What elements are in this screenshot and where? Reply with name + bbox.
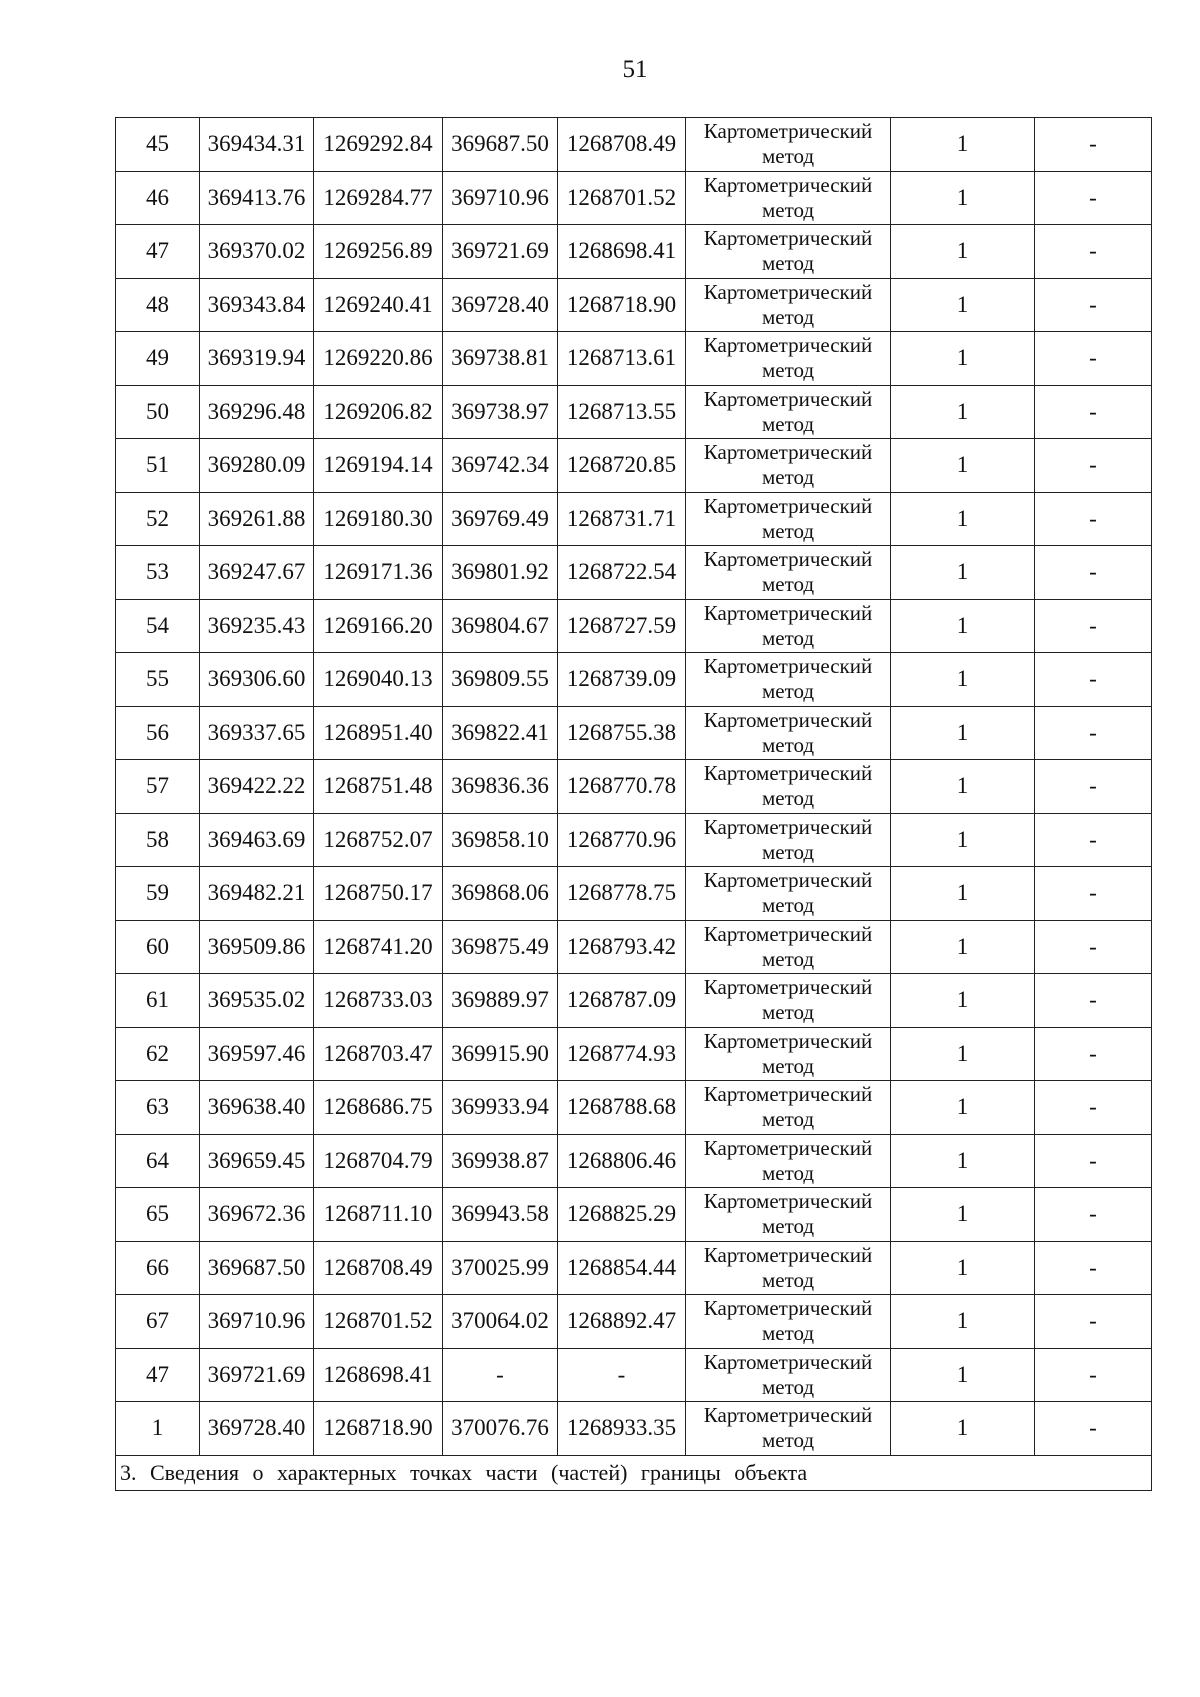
y-coordinate-new-cell: 1268806.46 (558, 1134, 686, 1188)
x-coordinate-cell: 369370.02 (200, 225, 314, 279)
table-row (116, 1134, 1152, 1188)
y-coordinate-cell: 1269256.89 (314, 225, 443, 279)
y-coordinate-new-cell: 1268892.47 (558, 1295, 686, 1349)
y-coordinate-new-cell: 1268854.44 (558, 1241, 686, 1295)
x-coordinate-cell: 369728.40 (200, 1402, 314, 1456)
y-coordinate-cell: 1269220.86 (314, 332, 443, 386)
x-coordinate-cell: 369535.02 (200, 974, 314, 1028)
accuracy-cell: 1 (891, 1188, 1035, 1242)
y-coordinate-cell: 1268703.47 (314, 1027, 443, 1081)
table-row (116, 332, 1152, 386)
x-coordinate-cell: 369710.96 (200, 1295, 314, 1349)
point-number-cell: 52 (116, 492, 200, 546)
accuracy-cell: 1 (891, 920, 1035, 974)
point-number-cell: 48 (116, 278, 200, 332)
accuracy-cell: 1 (891, 385, 1035, 439)
x-coordinate-new-cell: 369738.97 (443, 385, 558, 439)
note-cell: - (1035, 492, 1152, 546)
page-number: 51 (622, 56, 648, 83)
y-coordinate-cell: 1268951.40 (314, 706, 443, 760)
x-coordinate-new-cell: 369687.50 (443, 118, 558, 172)
method-cell: Картометрический метод (686, 385, 891, 439)
y-coordinate-new-cell: 1268713.61 (558, 332, 686, 386)
x-coordinate-cell: 369482.21 (200, 867, 314, 921)
section-footer-row (116, 1455, 1152, 1490)
point-number-cell: 51 (116, 439, 200, 493)
method-cell: Картометрический метод (686, 599, 891, 653)
point-number-cell: 49 (116, 332, 200, 386)
table-row (116, 171, 1152, 225)
point-number-cell: 47 (116, 1348, 200, 1402)
method-cell: Картометрический метод (686, 225, 891, 279)
x-coordinate-new-cell: 369801.92 (443, 546, 558, 600)
method-cell: Картометрический метод (686, 1241, 891, 1295)
point-number-cell: 45 (116, 118, 200, 172)
table-row (116, 599, 1152, 653)
table-row (116, 546, 1152, 600)
accuracy-cell: 1 (891, 813, 1035, 867)
y-coordinate-cell: 1269206.82 (314, 385, 443, 439)
y-coordinate-new-cell: 1268787.09 (558, 974, 686, 1028)
method-cell: Картометрический метод (686, 1295, 891, 1349)
y-coordinate-cell: 1268718.90 (314, 1402, 443, 1456)
accuracy-cell: 1 (891, 974, 1035, 1028)
y-coordinate-cell: 1269194.14 (314, 439, 443, 493)
note-cell: - (1035, 546, 1152, 600)
method-cell: Картометрический метод (686, 546, 891, 600)
note-cell: - (1035, 439, 1152, 493)
y-coordinate-new-cell: 1268778.75 (558, 867, 686, 921)
table-row (116, 867, 1152, 921)
note-cell: - (1035, 118, 1152, 172)
x-coordinate-cell: 369235.43 (200, 599, 314, 653)
x-coordinate-cell: 369296.48 (200, 385, 314, 439)
y-coordinate-cell: 1268751.48 (314, 760, 443, 814)
y-coordinate-cell: 1269180.30 (314, 492, 443, 546)
y-coordinate-new-cell: 1268770.96 (558, 813, 686, 867)
x-coordinate-new-cell: 369738.81 (443, 332, 558, 386)
x-coordinate-new-cell: 369943.58 (443, 1188, 558, 1242)
x-coordinate-cell: 369343.84 (200, 278, 314, 332)
x-coordinate-cell: 369306.60 (200, 653, 314, 707)
y-coordinate-new-cell: 1268825.29 (558, 1188, 686, 1242)
table-row (116, 1348, 1152, 1402)
y-coordinate-new-cell: - (558, 1348, 686, 1402)
y-coordinate-new-cell: 1268722.54 (558, 546, 686, 600)
method-cell: Картометрический метод (686, 974, 891, 1028)
point-number-cell: 50 (116, 385, 200, 439)
table-row (116, 1027, 1152, 1081)
method-cell: Картометрический метод (686, 439, 891, 493)
x-coordinate-cell: 369509.86 (200, 920, 314, 974)
note-cell: - (1035, 920, 1152, 974)
x-coordinate-cell: 369261.88 (200, 492, 314, 546)
point-number-cell: 55 (116, 653, 200, 707)
table-row (116, 1402, 1152, 1456)
point-number-cell: 56 (116, 706, 200, 760)
point-number-cell: 54 (116, 599, 200, 653)
accuracy-cell: 1 (891, 1027, 1035, 1081)
method-cell: Картометрический метод (686, 1188, 891, 1242)
accuracy-cell: 1 (891, 278, 1035, 332)
note-cell: - (1035, 171, 1152, 225)
table-row (116, 439, 1152, 493)
method-cell: Картометрический метод (686, 171, 891, 225)
section-heading: 3. Сведения о характерных точках части (частей) границы объекта (116, 1455, 1152, 1490)
table-row (116, 1241, 1152, 1295)
y-coordinate-cell: 1269292.84 (314, 118, 443, 172)
table-row (116, 706, 1152, 760)
point-number-cell: 46 (116, 171, 200, 225)
accuracy-cell: 1 (891, 1241, 1035, 1295)
point-number-cell: 58 (116, 813, 200, 867)
point-number-cell: 64 (116, 1134, 200, 1188)
y-coordinate-cell: 1268752.07 (314, 813, 443, 867)
coordinates-table (115, 117, 1152, 1491)
note-cell: - (1035, 1241, 1152, 1295)
note-cell: - (1035, 599, 1152, 653)
method-cell: Картометрический метод (686, 118, 891, 172)
x-coordinate-new-cell: 369804.67 (443, 599, 558, 653)
accuracy-cell: 1 (891, 1295, 1035, 1349)
y-coordinate-new-cell: 1268698.41 (558, 225, 686, 279)
x-coordinate-new-cell: 370064.02 (443, 1295, 558, 1349)
x-coordinate-new-cell: 369868.06 (443, 867, 558, 921)
point-number-cell: 60 (116, 920, 200, 974)
point-number-cell: 65 (116, 1188, 200, 1242)
x-coordinate-new-cell: 369915.90 (443, 1027, 558, 1081)
x-coordinate-new-cell: 369742.34 (443, 439, 558, 493)
point-number-cell: 53 (116, 546, 200, 600)
method-cell: Картометрический метод (686, 1134, 891, 1188)
table-row (116, 118, 1152, 172)
accuracy-cell: 1 (891, 225, 1035, 279)
accuracy-cell: 1 (891, 492, 1035, 546)
y-coordinate-cell: 1268750.17 (314, 867, 443, 921)
method-cell: Картометрический метод (686, 760, 891, 814)
accuracy-cell: 1 (891, 118, 1035, 172)
x-coordinate-cell: 369247.67 (200, 546, 314, 600)
method-cell: Картометрический метод (686, 332, 891, 386)
accuracy-cell: 1 (891, 760, 1035, 814)
y-coordinate-cell: 1268686.75 (314, 1081, 443, 1135)
method-cell: Картометрический метод (686, 706, 891, 760)
method-cell: Картометрический метод (686, 492, 891, 546)
note-cell: - (1035, 1402, 1152, 1456)
y-coordinate-new-cell: 1268713.55 (558, 385, 686, 439)
y-coordinate-cell: 1269040.13 (314, 653, 443, 707)
point-number-cell: 1 (116, 1402, 200, 1456)
accuracy-cell: 1 (891, 439, 1035, 493)
y-coordinate-cell: 1268708.49 (314, 1241, 443, 1295)
x-coordinate-new-cell: 370076.76 (443, 1402, 558, 1456)
x-coordinate-new-cell: 369933.94 (443, 1081, 558, 1135)
x-coordinate-new-cell: - (443, 1348, 558, 1402)
x-coordinate-cell: 369280.09 (200, 439, 314, 493)
accuracy-cell: 1 (891, 867, 1035, 921)
x-coordinate-cell: 369422.22 (200, 760, 314, 814)
table-row (116, 492, 1152, 546)
note-cell: - (1035, 974, 1152, 1028)
point-number-cell: 47 (116, 225, 200, 279)
table-row (116, 1295, 1152, 1349)
method-cell: Картометрический метод (686, 1027, 891, 1081)
x-coordinate-new-cell: 369728.40 (443, 278, 558, 332)
y-coordinate-cell: 1268733.03 (314, 974, 443, 1028)
method-cell: Картометрический метод (686, 278, 891, 332)
x-coordinate-cell: 369687.50 (200, 1241, 314, 1295)
accuracy-cell: 1 (891, 332, 1035, 386)
x-coordinate-cell: 369672.36 (200, 1188, 314, 1242)
point-number-cell: 61 (116, 974, 200, 1028)
x-coordinate-new-cell: 369938.87 (443, 1134, 558, 1188)
table-row (116, 1081, 1152, 1135)
method-cell: Картометрический метод (686, 813, 891, 867)
table-row (116, 1188, 1152, 1242)
y-coordinate-new-cell: 1268701.52 (558, 171, 686, 225)
y-coordinate-new-cell: 1268770.78 (558, 760, 686, 814)
y-coordinate-cell: 1269171.36 (314, 546, 443, 600)
point-number-cell: 57 (116, 760, 200, 814)
x-coordinate-new-cell: 369710.96 (443, 171, 558, 225)
table-body (116, 118, 1152, 1456)
table-row (116, 760, 1152, 814)
note-cell: - (1035, 1027, 1152, 1081)
y-coordinate-new-cell: 1268708.49 (558, 118, 686, 172)
note-cell: - (1035, 278, 1152, 332)
method-cell: Картометрический метод (686, 1081, 891, 1135)
x-coordinate-new-cell: 369836.36 (443, 760, 558, 814)
x-coordinate-cell: 369721.69 (200, 1348, 314, 1402)
method-cell: Картометрический метод (686, 867, 891, 921)
note-cell: - (1035, 385, 1152, 439)
accuracy-cell: 1 (891, 599, 1035, 653)
x-coordinate-new-cell: 369769.49 (443, 492, 558, 546)
method-cell: Картометрический метод (686, 1402, 891, 1456)
table-row (116, 385, 1152, 439)
table-row (116, 278, 1152, 332)
point-number-cell: 62 (116, 1027, 200, 1081)
accuracy-cell: 1 (891, 546, 1035, 600)
accuracy-cell: 1 (891, 1402, 1035, 1456)
x-coordinate-new-cell: 369822.41 (443, 706, 558, 760)
x-coordinate-cell: 369463.69 (200, 813, 314, 867)
note-cell: - (1035, 1348, 1152, 1402)
table-row (116, 225, 1152, 279)
table-row (116, 653, 1152, 707)
note-cell: - (1035, 653, 1152, 707)
x-coordinate-cell: 369319.94 (200, 332, 314, 386)
y-coordinate-new-cell: 1268933.35 (558, 1402, 686, 1456)
y-coordinate-cell: 1268698.41 (314, 1348, 443, 1402)
accuracy-cell: 1 (891, 171, 1035, 225)
note-cell: - (1035, 1295, 1152, 1349)
y-coordinate-cell: 1268711.10 (314, 1188, 443, 1242)
method-cell: Картометрический метод (686, 1348, 891, 1402)
table-row (116, 920, 1152, 974)
y-coordinate-cell: 1269166.20 (314, 599, 443, 653)
accuracy-cell: 1 (891, 1134, 1035, 1188)
note-cell: - (1035, 760, 1152, 814)
note-cell: - (1035, 706, 1152, 760)
y-coordinate-new-cell: 1268793.42 (558, 920, 686, 974)
x-coordinate-cell: 369597.46 (200, 1027, 314, 1081)
y-coordinate-cell: 1269240.41 (314, 278, 443, 332)
y-coordinate-new-cell: 1268727.59 (558, 599, 686, 653)
y-coordinate-cell: 1269284.77 (314, 171, 443, 225)
point-number-cell: 67 (116, 1295, 200, 1349)
note-cell: - (1035, 225, 1152, 279)
accuracy-cell: 1 (891, 706, 1035, 760)
x-coordinate-new-cell: 369889.97 (443, 974, 558, 1028)
x-coordinate-cell: 369434.31 (200, 118, 314, 172)
y-coordinate-new-cell: 1268788.68 (558, 1081, 686, 1135)
note-cell: - (1035, 867, 1152, 921)
x-coordinate-cell: 369337.65 (200, 706, 314, 760)
y-coordinate-new-cell: 1268774.93 (558, 1027, 686, 1081)
y-coordinate-cell: 1268741.20 (314, 920, 443, 974)
point-number-cell: 59 (116, 867, 200, 921)
note-cell: - (1035, 813, 1152, 867)
x-coordinate-new-cell: 369809.55 (443, 653, 558, 707)
table-row (116, 974, 1152, 1028)
note-cell: - (1035, 1134, 1152, 1188)
y-coordinate-new-cell: 1268755.38 (558, 706, 686, 760)
x-coordinate-cell: 369638.40 (200, 1081, 314, 1135)
method-cell: Картометрический метод (686, 920, 891, 974)
note-cell: - (1035, 1188, 1152, 1242)
x-coordinate-new-cell: 369721.69 (443, 225, 558, 279)
method-cell: Картометрический метод (686, 653, 891, 707)
x-coordinate-new-cell: 369858.10 (443, 813, 558, 867)
accuracy-cell: 1 (891, 653, 1035, 707)
point-number-cell: 63 (116, 1081, 200, 1135)
x-coordinate-cell: 369659.45 (200, 1134, 314, 1188)
note-cell: - (1035, 1081, 1152, 1135)
accuracy-cell: 1 (891, 1081, 1035, 1135)
x-coordinate-new-cell: 370025.99 (443, 1241, 558, 1295)
x-coordinate-new-cell: 369875.49 (443, 920, 558, 974)
y-coordinate-cell: 1268704.79 (314, 1134, 443, 1188)
x-coordinate-cell: 369413.76 (200, 171, 314, 225)
y-coordinate-new-cell: 1268718.90 (558, 278, 686, 332)
point-number-cell: 66 (116, 1241, 200, 1295)
y-coordinate-new-cell: 1268731.71 (558, 492, 686, 546)
note-cell: - (1035, 332, 1152, 386)
table-row (116, 813, 1152, 867)
y-coordinate-new-cell: 1268720.85 (558, 439, 686, 493)
y-coordinate-cell: 1268701.52 (314, 1295, 443, 1349)
accuracy-cell: 1 (891, 1348, 1035, 1402)
y-coordinate-new-cell: 1268739.09 (558, 653, 686, 707)
